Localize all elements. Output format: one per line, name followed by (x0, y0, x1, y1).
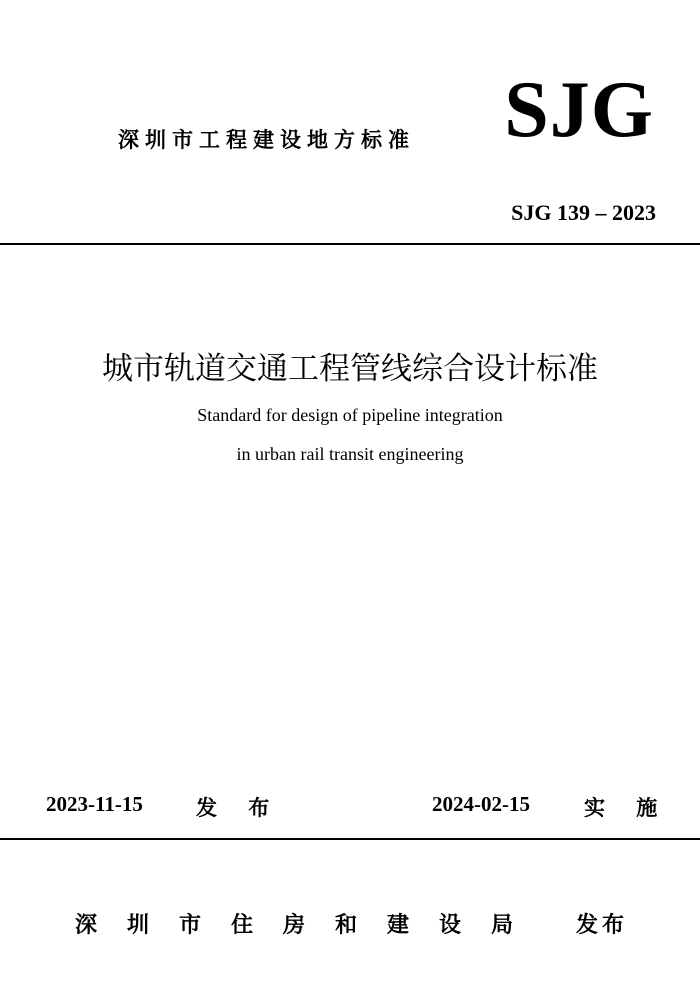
title-english-line-2: in urban rail transit engineering (236, 444, 464, 464)
publisher: 深圳市住房和建设局 (75, 913, 544, 938)
title-english-line-1: Standard for design of pipeline integration (197, 405, 503, 425)
implementation-label: 实 施 (584, 796, 670, 820)
issue-label: 发 布 (196, 796, 282, 820)
implementation-date: 2024-02-15 (432, 792, 530, 816)
top-divider (0, 243, 700, 245)
title-chinese: 城市轨道交通工程管线综合设计标准 (102, 351, 598, 387)
standard-number: SJG 139 – 2023 (511, 200, 656, 225)
bottom-divider (0, 838, 700, 840)
issue-date: 2023-11-15 (46, 792, 143, 816)
publisher-action: 发布 (576, 913, 629, 938)
sjg-logo: SJG (504, 66, 654, 154)
standard-category: 深圳市工程建设地方标准 (118, 128, 415, 152)
